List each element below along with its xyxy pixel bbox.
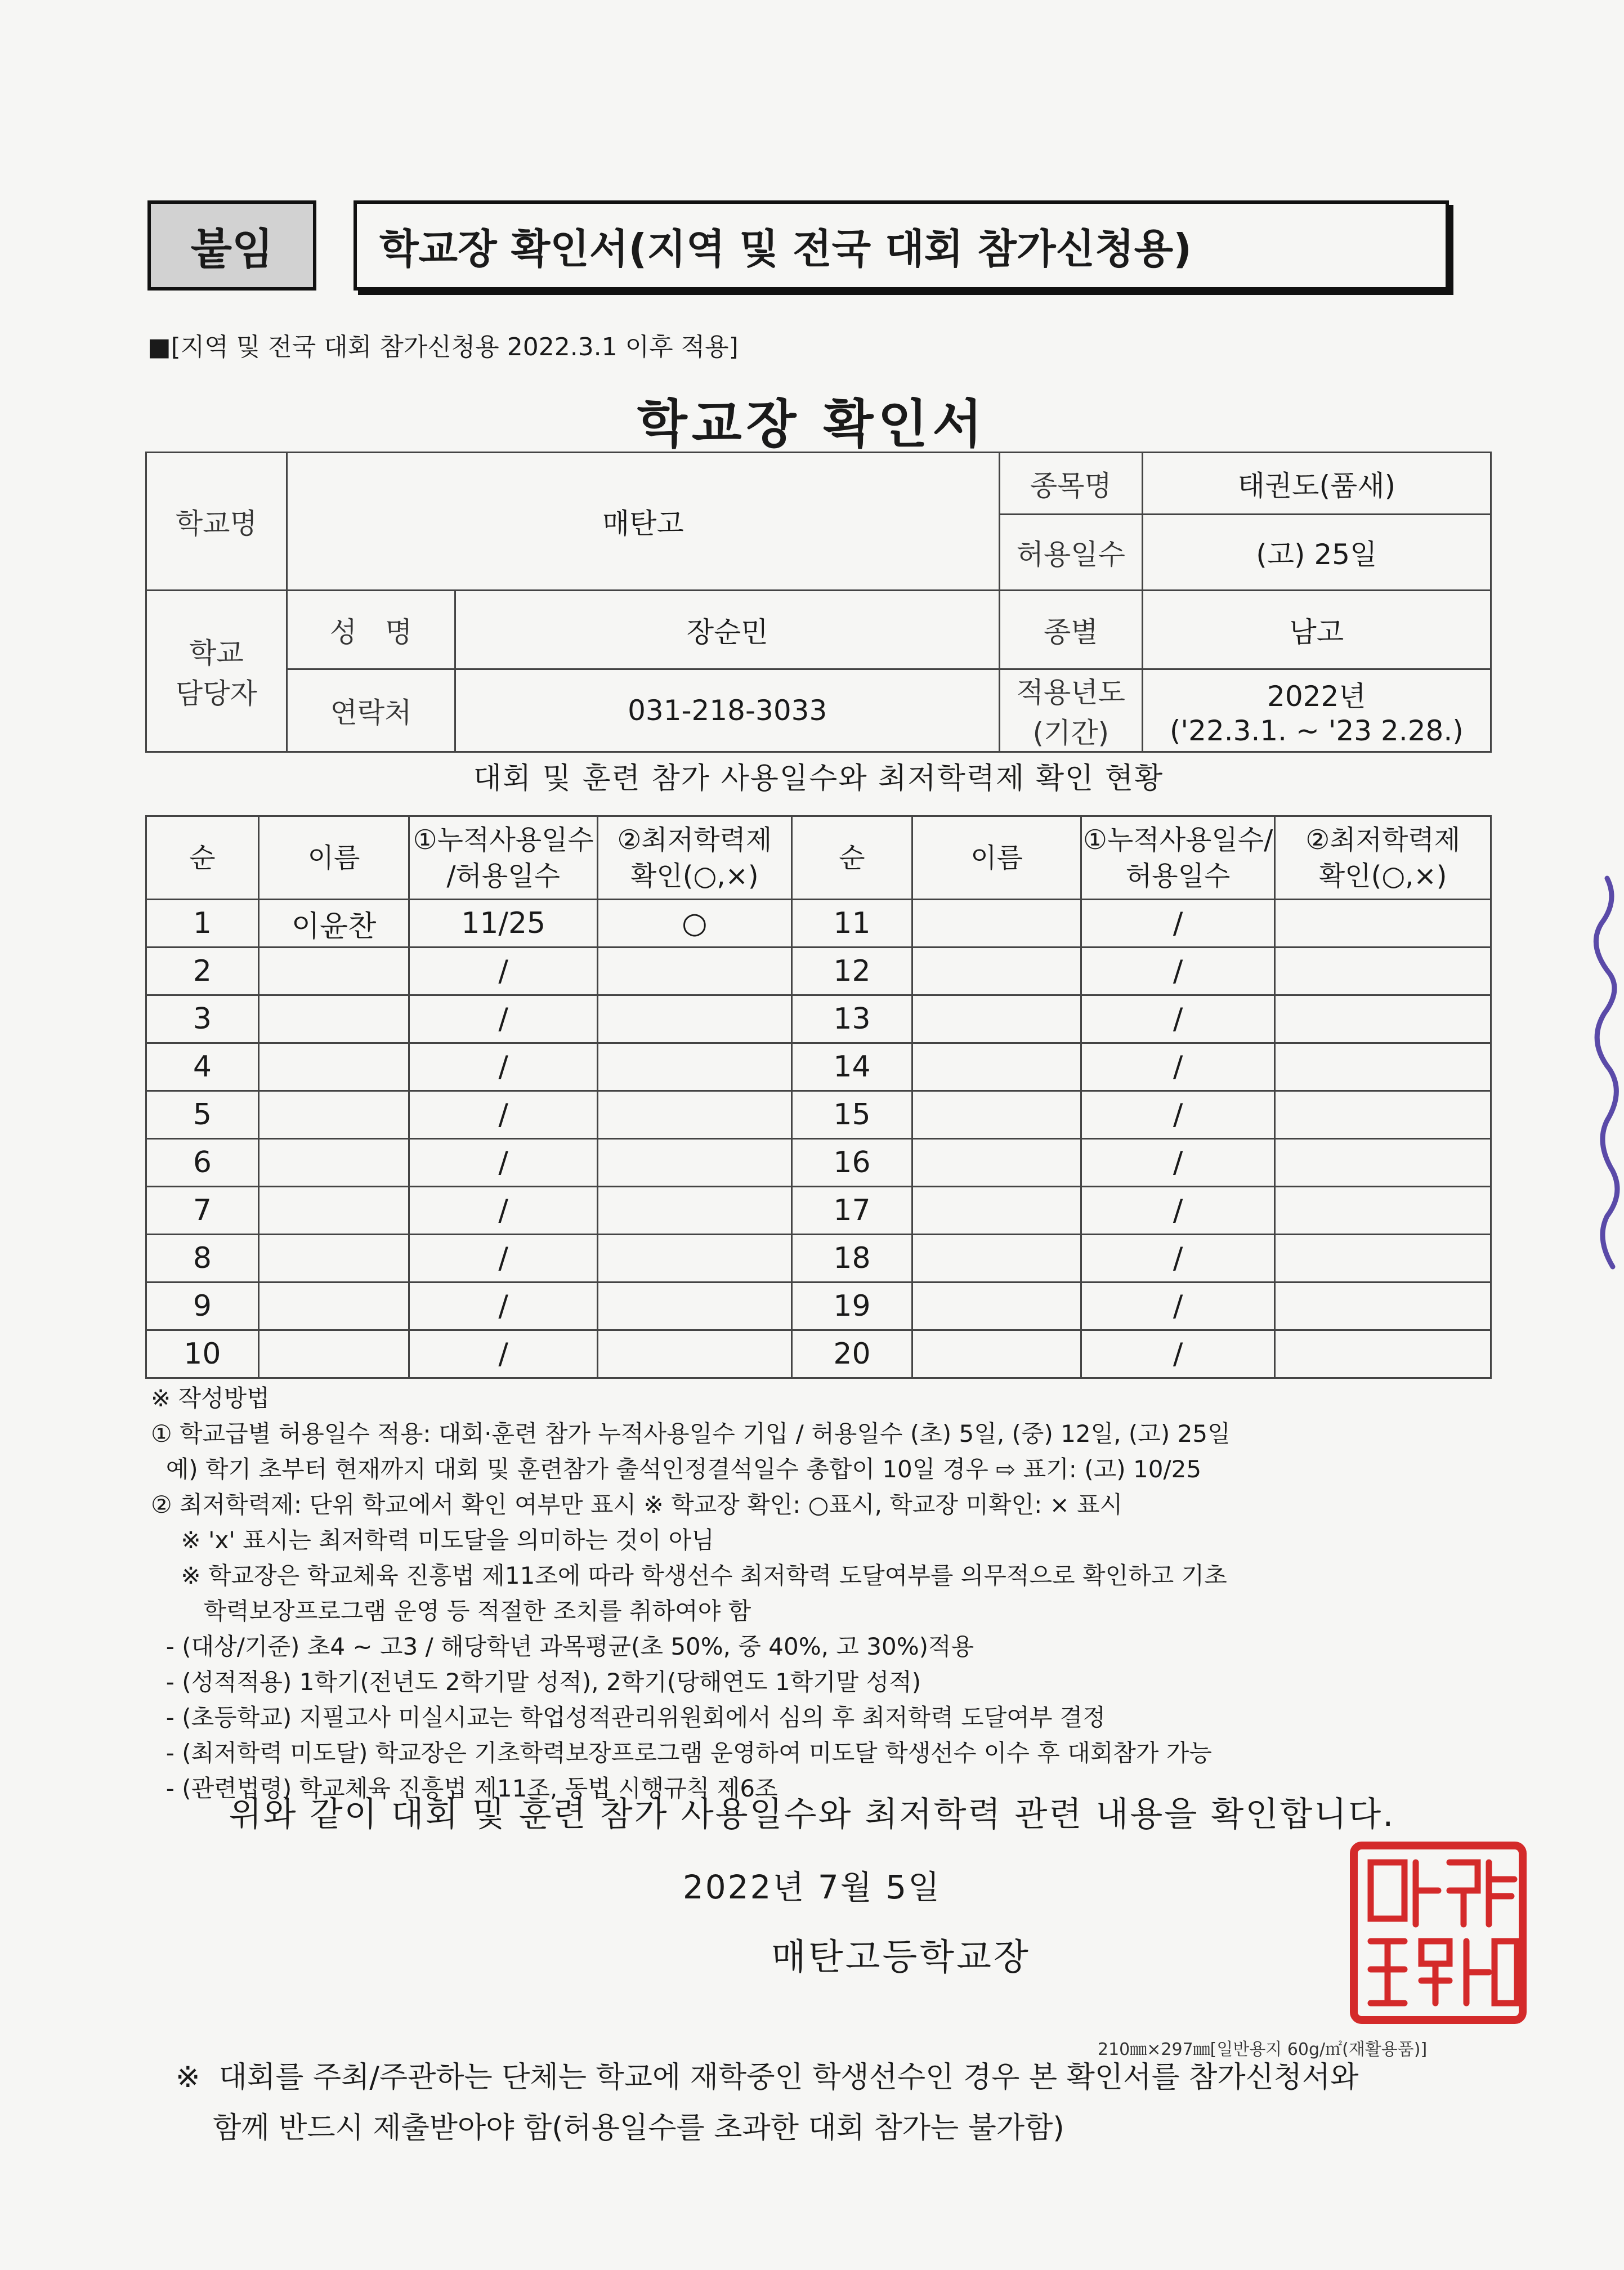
paper-specification: 210㎜×297㎜[일반용지 60g/㎡(재활용품)] <box>1098 2040 1428 2059</box>
footer-line: ※ 대회를 주최/주관하는 단체는 학교에 재학중인 학생선수인 경우 본 확인서를 참가신청서와 <box>176 2061 1359 2094</box>
instruction-line: - (최저학력 미도달) 학교장은 기초학력보장프로그램 운영하여 미도달 학생선수 이수 후 대회참가 가능 <box>151 1739 1212 1767</box>
document-header-title: 학교장 확인서(지역 및 전국 대회 참가신청용) <box>354 200 1449 291</box>
instruction-line: - (대상/기준) 초4 ~ 고3 / 해당학년 과목평균(초 50%, 중 40%, 고 30%)적용 <box>151 1633 974 1660</box>
event-value: 태권도(품새) <box>1142 453 1491 515</box>
cell-name <box>258 1187 409 1235</box>
cell-check <box>1275 1187 1491 1235</box>
table-row <box>146 948 1491 995</box>
cell-check <box>1275 948 1491 995</box>
instruction-line: - (초등학교) 지필고사 미실시교는 학업성적관리위원회에서 심의 후 최저학력 도달여부 결정 <box>151 1704 1106 1731</box>
cell-no: 16 <box>791 1139 912 1187</box>
table-row <box>146 1235 1491 1283</box>
header-name-left: 이름 <box>258 816 409 900</box>
cell-days: / <box>1081 1139 1274 1187</box>
type-label: 종별 <box>999 591 1142 669</box>
cell-no: 7 <box>146 1187 259 1235</box>
cell-no: 9 <box>146 1283 259 1330</box>
table-row <box>146 1283 1491 1330</box>
cell-days: / <box>409 995 598 1043</box>
info-table <box>145 452 1492 753</box>
instruction-line: ※ 'x' 표시는 최저학력 미도달을 의미하는 것이 아님 <box>151 1526 714 1554</box>
handwriting-scribble-icon <box>1590 867 1624 1374</box>
cell-no: 5 <box>146 1091 259 1139</box>
cell-name <box>258 995 409 1043</box>
instruction-line: 학력보장프로그램 운영 등 적절한 조치를 취하여야 함 <box>151 1597 751 1625</box>
instruction-line: - (성적적용) 1학기(전년도 2학기말 성적), 2학기(당해연도 1학기말 성적) <box>151 1668 921 1696</box>
header-no-right: 순 <box>791 816 912 900</box>
school-label: 학교명 <box>146 453 287 591</box>
cell-check <box>598 1187 792 1235</box>
header-no-left: 순 <box>146 816 259 900</box>
cell-no: 19 <box>791 1283 912 1330</box>
instruction-line: ① 학교급별 허용일수 적용: 대회·훈련 참가 누적사용일수 기입 / 허용일수 (초) 5일, (중) 12일, (고) 25일 <box>151 1420 1231 1447</box>
official-seal-icon <box>1348 1840 1528 2026</box>
cell-days: / <box>409 1139 598 1187</box>
type-value: 남고 <box>1142 591 1491 669</box>
cell-name <box>912 995 1081 1043</box>
instruction-line: 예) 학기 초부터 현재까지 대회 및 훈련참가 출석인정결석일수 총합이 10일 경우 ⇨ 표기: (고) 10/25 <box>151 1455 1202 1483</box>
cell-check <box>598 1043 792 1091</box>
cell-days: / <box>1081 1187 1274 1235</box>
cell-name <box>258 948 409 995</box>
cell-days: 11/25 <box>409 900 598 948</box>
cell-name <box>912 1283 1081 1330</box>
cell-days: / <box>409 948 598 995</box>
event-label: 종목명 <box>999 453 1142 515</box>
instruction-line: ※ 작성방법 <box>151 1384 270 1412</box>
cell-check <box>1275 995 1491 1043</box>
cell-check <box>1275 1043 1491 1091</box>
cell-days: / <box>409 1330 598 1378</box>
table-row <box>146 1091 1491 1139</box>
cell-name <box>258 1283 409 1330</box>
instruction-line: ※ 학교장은 학교체육 진흥법 제11조에 따라 학생선수 최저학력 도달여부를 의무적으로 확인하고 기초 <box>151 1562 1227 1589</box>
principal-title: 매탄고등학교장 <box>771 1937 1031 1978</box>
contact-value: 031-218-3033 <box>455 669 1000 752</box>
cell-check: ○ <box>598 900 792 948</box>
cell-no: 20 <box>791 1330 912 1378</box>
cell-check <box>598 995 792 1043</box>
allowed-days-label: 허용일수 <box>999 515 1142 591</box>
cell-no: 15 <box>791 1091 912 1139</box>
cell-days: / <box>1081 948 1274 995</box>
cell-days: / <box>1081 1091 1274 1139</box>
cell-check <box>1275 1283 1491 1330</box>
cell-no: 11 <box>791 900 912 948</box>
cell-check <box>598 1091 792 1139</box>
cell-check <box>598 1235 792 1283</box>
confirmation-statement: 위와 같이 대회 및 훈련 참가 사용일수와 최저학력 관련 내용을 확인합니다. <box>229 1795 1395 1834</box>
table-row <box>146 1139 1491 1187</box>
cell-days: / <box>1081 1330 1274 1378</box>
cell-no: 4 <box>146 1043 259 1091</box>
cell-check <box>1275 1235 1491 1283</box>
writing-instructions <box>151 1380 1513 1806</box>
cell-no: 17 <box>791 1187 912 1235</box>
cell-name <box>912 1139 1081 1187</box>
cell-no: 10 <box>146 1330 259 1378</box>
cell-name <box>258 1235 409 1283</box>
cell-days: / <box>1081 1043 1274 1091</box>
cell-days: / <box>409 1235 598 1283</box>
cell-check <box>1275 900 1491 948</box>
cell-name <box>912 1091 1081 1139</box>
attachment-tag: 붙임 <box>147 200 316 291</box>
header-days-right: ①누적사용일수/ 허용일수 <box>1081 816 1274 900</box>
cell-days: / <box>1081 1235 1274 1283</box>
cell-check <box>1275 1091 1491 1139</box>
cell-days: / <box>1081 995 1274 1043</box>
cell-check <box>1275 1330 1491 1378</box>
cell-no: 18 <box>791 1235 912 1283</box>
applicability-note: ■[지역 및 전국 대회 참가신청용 2022.3.1 이후 적용] <box>147 333 739 361</box>
footer-note <box>176 2052 1527 2153</box>
cell-no: 6 <box>146 1139 259 1187</box>
cell-no: 12 <box>791 948 912 995</box>
school-value: 매탄고 <box>287 453 999 591</box>
cell-no: 14 <box>791 1043 912 1091</box>
year-value: 2022년 ('22.3.1. ~ '23 2.28.) <box>1142 669 1491 752</box>
instruction-line: ② 최저학력제: 단위 학교에서 확인 여부만 표시 ※ 학교장 확인: ○표시, 학교장 미확인: × 표시 <box>151 1491 1123 1518</box>
year-label: 적용년도 (기간) <box>999 669 1142 752</box>
cell-no: 3 <box>146 995 259 1043</box>
cell-name <box>912 948 1081 995</box>
header-check-left: ②최저학력제 확인(○,×) <box>598 816 792 900</box>
cell-days: / <box>409 1187 598 1235</box>
cell-no: 2 <box>146 948 259 995</box>
cell-name: 이윤찬 <box>258 900 409 948</box>
table-row <box>146 1330 1491 1378</box>
cell-name <box>258 1043 409 1091</box>
cell-check <box>598 948 792 995</box>
table-row <box>146 1043 1491 1091</box>
table-row <box>146 1187 1491 1235</box>
cell-name <box>912 1330 1081 1378</box>
name-label: 성 명 <box>287 591 455 669</box>
cell-no: 13 <box>791 995 912 1043</box>
header-name-right: 이름 <box>912 816 1081 900</box>
usage-table <box>145 815 1492 1379</box>
cell-name <box>912 1235 1081 1283</box>
table-row <box>146 900 1491 948</box>
table-row <box>146 995 1491 1043</box>
name-value: 장순민 <box>455 591 1000 669</box>
cell-name <box>258 1091 409 1139</box>
cell-days: / <box>1081 900 1274 948</box>
instruction-line: - (관련법령) 학교체육 진흥법 제11조, 동법 시행규칙 제6조 <box>151 1775 778 1802</box>
contact-label: 연락처 <box>287 669 455 752</box>
cell-check <box>1275 1139 1491 1187</box>
header-check-right: ②최저학력제 확인(○,×) <box>1275 816 1491 900</box>
cell-days: / <box>409 1283 598 1330</box>
allowed-days-value: (고) 25일 <box>1142 515 1491 591</box>
section-title: 대회 및 훈련 참가 사용일수와 최저학력제 확인 현황 <box>473 762 1164 796</box>
cell-name <box>912 900 1081 948</box>
cell-check <box>598 1283 792 1330</box>
cell-check <box>598 1330 792 1378</box>
header-days-left: ①누적사용일수 /허용일수 <box>409 816 598 900</box>
cell-days: / <box>409 1043 598 1091</box>
footer-line: 함께 반드시 제출받아야 함(허용일수를 초과한 대회 참가는 불가함) <box>176 2111 1064 2145</box>
cell-name <box>912 1187 1081 1235</box>
cell-name <box>258 1330 409 1378</box>
cell-no: 8 <box>146 1235 259 1283</box>
issue-date: 2022년 7월 5일 <box>682 1868 942 1906</box>
main-title: 학교장 확인서 <box>637 394 987 454</box>
cell-name <box>258 1139 409 1187</box>
cell-check <box>598 1139 792 1187</box>
cell-no: 1 <box>146 900 259 948</box>
cell-name <box>912 1043 1081 1091</box>
cell-days: / <box>409 1091 598 1139</box>
cell-days: / <box>1081 1283 1274 1330</box>
manager-label: 학교 담당자 <box>146 591 287 752</box>
